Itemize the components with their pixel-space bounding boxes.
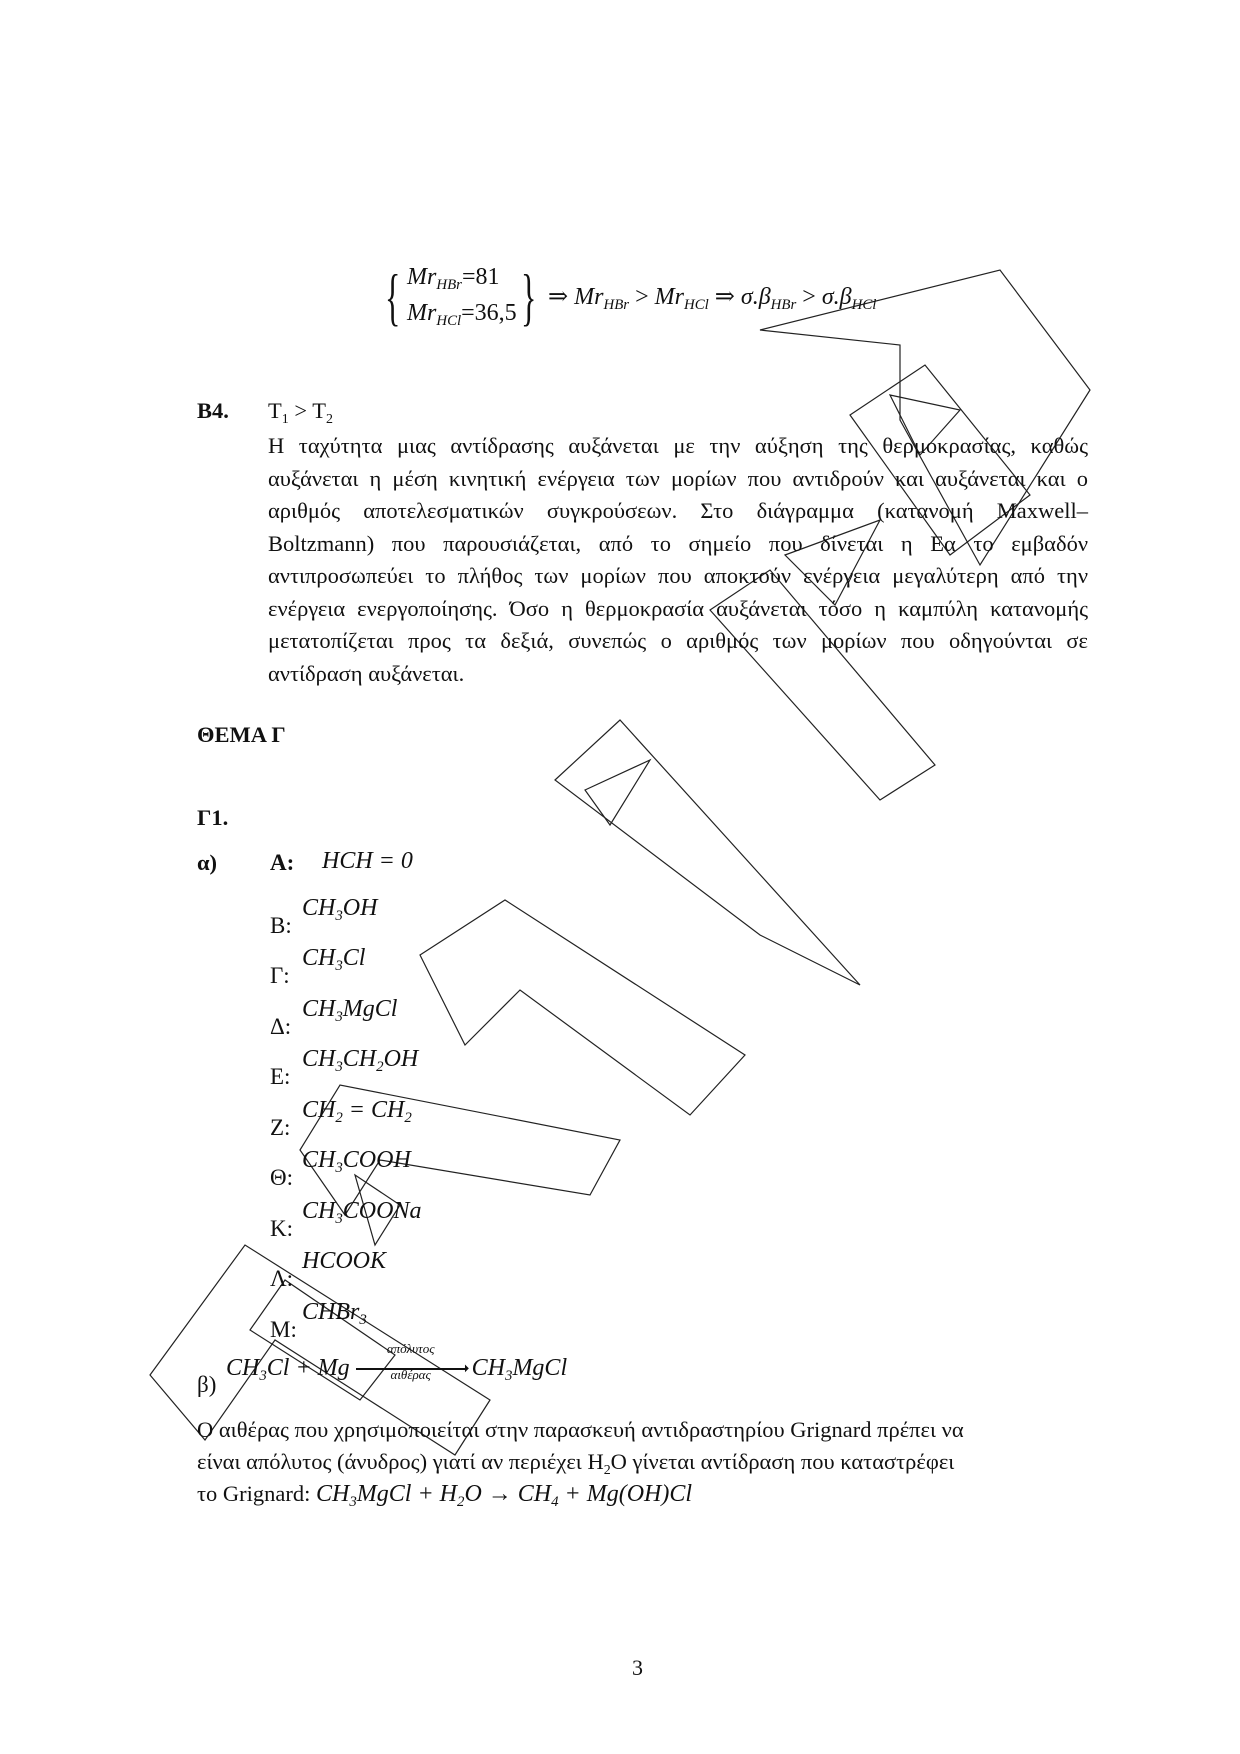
grignard-prefix: το Grignard: bbox=[197, 1481, 317, 1506]
part-a-label: α) bbox=[197, 850, 218, 875]
mr-hcl-compare: Mr bbox=[654, 284, 684, 310]
relation-gt: > bbox=[288, 398, 313, 423]
formula-part: CHBr bbox=[302, 1298, 360, 1325]
formula-part: CH bbox=[302, 945, 336, 971]
mr-hcl-subscript: HCl bbox=[436, 313, 462, 330]
page-number: 3 bbox=[632, 1655, 643, 1680]
formula-part: HCOOK bbox=[302, 1248, 387, 1274]
compound-letter: A: bbox=[270, 850, 295, 875]
compound-letter: E: bbox=[270, 1064, 291, 1089]
t1-subscript: 1 bbox=[281, 411, 289, 427]
watermark-letter-delta-1 bbox=[555, 720, 860, 985]
reactant-sub: 3 bbox=[259, 1368, 267, 1385]
compound-letter: Z: bbox=[270, 1114, 291, 1140]
compound-letter: Δ: bbox=[270, 1013, 292, 1039]
formula-subscript: 3 bbox=[359, 1311, 367, 1328]
explanation-line-2a: είναι απόλυτος (άνυδρος) γιατί αν περιέχει H bbox=[197, 1449, 604, 1474]
mr-hcl-symbol: Mr bbox=[407, 300, 437, 326]
mr-hbr-compare: Mr bbox=[574, 284, 604, 310]
eq-part-1: CH bbox=[316, 1481, 350, 1507]
formula-subscript: 2 bbox=[404, 1109, 412, 1126]
mr-hbr-symbol: Mr bbox=[407, 264, 437, 290]
t2-symbol: T bbox=[312, 398, 327, 423]
b4-label: B4. bbox=[197, 398, 229, 423]
product-sub: 3 bbox=[505, 1368, 513, 1385]
mr-hbr-value: =81 bbox=[461, 264, 500, 290]
formula-part: CH bbox=[302, 894, 336, 921]
reaction-arrow bbox=[356, 1341, 470, 1383]
mr-hcl-line bbox=[407, 300, 517, 330]
implies-symbol-2: ⇒ bbox=[714, 284, 735, 310]
compound-formula bbox=[302, 1147, 411, 1177]
formula-part: CH bbox=[342, 1046, 377, 1072]
eq-part-2: MgCl + H bbox=[356, 1481, 457, 1507]
mr-hcl-compare-sub: HCl bbox=[683, 297, 709, 314]
compound-letter: B: bbox=[270, 912, 292, 938]
compound-letter: M: bbox=[270, 1316, 297, 1342]
compound-letter: Λ: bbox=[270, 1266, 294, 1291]
arrow-condition-top: απόλυτος bbox=[386, 1341, 435, 1357]
formula-subscript: 2 bbox=[335, 1109, 343, 1126]
compound-formula: HCH = 0 bbox=[322, 848, 413, 874]
t1-symbol: T bbox=[268, 398, 282, 423]
water-subscript: 2 bbox=[603, 1462, 611, 1478]
boiling-point-hbr-sub: HBr bbox=[770, 297, 797, 314]
eq-sub-3: 4 bbox=[551, 1494, 559, 1511]
implies-symbol: ⇒ bbox=[548, 284, 569, 310]
formula-part: CH bbox=[302, 1046, 336, 1072]
compound-formula bbox=[302, 1198, 421, 1225]
compound-letter: Θ: bbox=[270, 1165, 293, 1190]
formula-part: COOH bbox=[342, 1147, 411, 1173]
formula-part: MgCl bbox=[342, 995, 398, 1022]
explanation-line-2 bbox=[197, 1446, 1087, 1479]
formula-subscript: 3 bbox=[335, 1059, 343, 1076]
formula-subscript: 3 bbox=[335, 1160, 343, 1177]
reactant-rest: Cl + Mg bbox=[266, 1355, 350, 1381]
explanation-line-1: Ο αιθέρας που χρησιμοποιείται στην παρασκευή αντιδραστηρίου Grignard πρέπει να bbox=[197, 1417, 964, 1442]
mr-hbr-line bbox=[407, 264, 500, 294]
mr-hbr-subscript: HBr bbox=[436, 277, 462, 294]
explanation-line-3 bbox=[197, 1478, 692, 1511]
formula-subscript: 3 bbox=[335, 1210, 343, 1227]
compound-formula bbox=[302, 895, 377, 922]
formula-part: Cl bbox=[342, 945, 366, 971]
formula-part: CH bbox=[302, 995, 336, 1022]
compound-formula bbox=[302, 1299, 367, 1326]
arrow-head-icon: ➝ bbox=[454, 1358, 470, 1379]
mr-hcl-value: =36,5 bbox=[461, 300, 517, 326]
greater-than-symbol: > bbox=[635, 284, 649, 310]
t2-subscript: 2 bbox=[326, 411, 333, 427]
eq-part-3: O → CH bbox=[464, 1481, 552, 1507]
formula-part: CH bbox=[302, 1147, 336, 1173]
reactant-ch: CH bbox=[226, 1355, 260, 1381]
section-heading: ΘΕΜΑ Γ bbox=[197, 722, 286, 747]
formula-part: COONa bbox=[342, 1197, 422, 1224]
formula-part: OH bbox=[383, 1046, 419, 1072]
right-brace: } bbox=[521, 261, 537, 332]
part-b-label: β) bbox=[197, 1372, 217, 1397]
formula-part: CH bbox=[302, 1197, 336, 1224]
formula-part: OH bbox=[342, 894, 378, 921]
formula-subscript: 3 bbox=[335, 958, 343, 975]
compound-formula bbox=[302, 1248, 386, 1275]
compound-formula bbox=[302, 1046, 419, 1076]
boiling-point-hcl: σ.β bbox=[821, 284, 852, 310]
formula-subscript: 2 bbox=[376, 1059, 384, 1076]
molar-mass-formula bbox=[385, 262, 945, 342]
hydrolysis-equation bbox=[316, 1481, 693, 1511]
watermark-letter-delta-1-inner bbox=[585, 760, 650, 825]
eq-sub-1: 3 bbox=[349, 1494, 357, 1511]
compound-letter: Γ: bbox=[270, 963, 290, 988]
compound-letter: K: bbox=[270, 1215, 293, 1241]
compound-formula bbox=[302, 996, 397, 1023]
grignard-reaction bbox=[226, 1341, 568, 1385]
b4-temperature-relation bbox=[268, 398, 333, 427]
formula-subscript: 3 bbox=[335, 1008, 343, 1025]
compound-formula bbox=[302, 945, 366, 975]
formula-part: CH bbox=[302, 1096, 336, 1123]
boiling-point-hbr: σ.β bbox=[740, 284, 771, 310]
formula-subscript: 3 bbox=[335, 907, 343, 924]
explanation-line-2b: O γίνεται αντίδραση που καταστρέφει bbox=[610, 1449, 955, 1474]
compound-formula bbox=[302, 1097, 412, 1124]
eq-sub-2: 2 bbox=[457, 1494, 465, 1511]
eq-part-4: + Mg(OH)Cl bbox=[558, 1481, 693, 1507]
product-ch: CH bbox=[471, 1355, 505, 1381]
mr-hbr-compare-sub: HBr bbox=[603, 297, 630, 314]
formula-part: = CH bbox=[342, 1096, 405, 1123]
arrow-condition-bottom: αιθέρας bbox=[390, 1367, 431, 1383]
watermark-letter-pi-2 bbox=[420, 900, 745, 1115]
greater-than-symbol-2: > bbox=[802, 284, 816, 310]
b4-paragraph: Η ταχύτητα μιας αντίδρασης αυξάνεται με την αύξηση της θερμοκρασίας, καθώς αυξάνεται η μέση κινητική ενέργεια των μορίων που αντιδρούν και αυξάνεται και ο αριθμός αποτελεσματικών συγκρούσεων. Στο διάγραμμα (κατανομή Maxwell–Boltzmann) που παρουσιάζεται, από το σημείο που δίνεται η Εα το εμβαδόν αντιπροσωπεύει το πλήθος των μορίων που αποκτούν ενέργεια μεγαλύτερη από την ενέργεια ενεργοποίησης. Όσο η θερμοκρασία αυξάνεται τόσο η καμπύλη κατανομής μετατοπίζεται προς τα δεξιά, συνεπώς ο αριθμός των μορίων που οδηγούνται σε αντίδραση αυξάνεται. bbox=[268, 433, 1088, 686]
product-rest: MgCl bbox=[512, 1355, 568, 1381]
comparison-chain bbox=[548, 282, 877, 314]
g1-label: Γ1. bbox=[197, 805, 229, 830]
boiling-point-hcl-sub: HCl bbox=[851, 297, 877, 314]
left-brace: { bbox=[385, 261, 401, 332]
